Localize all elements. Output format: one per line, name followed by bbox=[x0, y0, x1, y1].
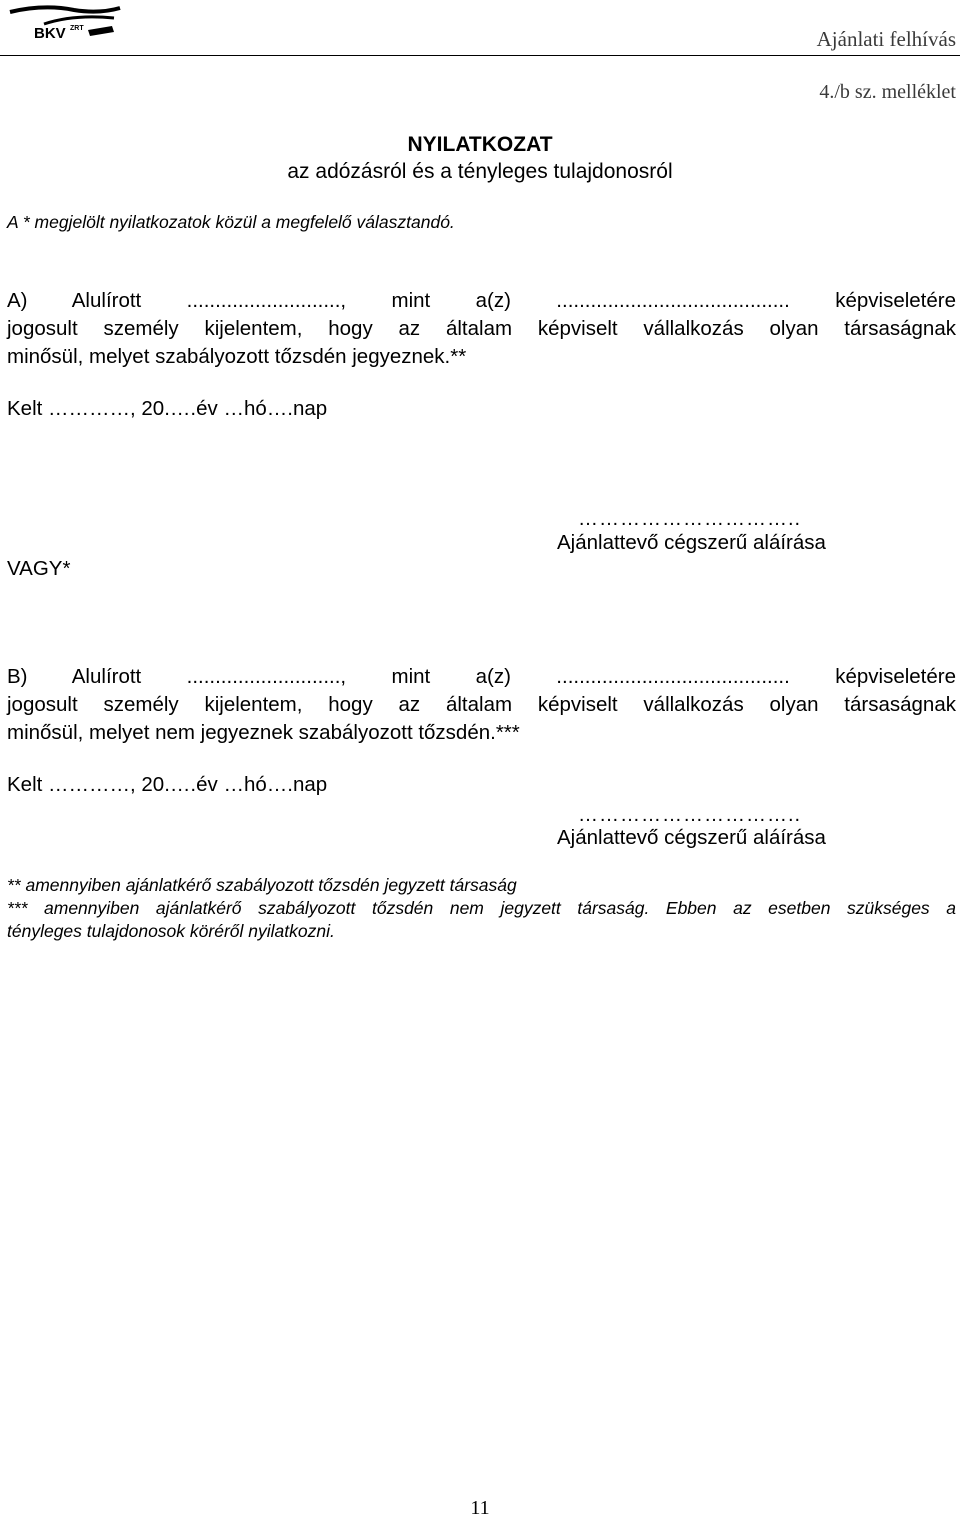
page-number: 11 bbox=[470, 1497, 490, 1519]
footnote-1: ** amennyiben ajánlatkérő szabályozott tőzsdén jegyzett társaság bbox=[7, 875, 517, 895]
date-line-b: Kelt …………, 20.….év …hó….nap bbox=[7, 773, 328, 796]
header-divider bbox=[0, 55, 960, 56]
signature-label-a: Ajánlattevő cégszerű aláírása bbox=[557, 531, 826, 554]
footnote-2-line: tényleges tulajdonosok köréről nyilatkozni. bbox=[7, 921, 335, 941]
statement-a-line: A) Alulírott ..........................., mint a(z) ......................................... képviseletére bbox=[7, 289, 956, 312]
footnotes bbox=[7, 874, 956, 943]
date-line-a: Kelt …………, 20.….év …hó….nap bbox=[7, 397, 328, 420]
statement-a-line: jogosult személy kijelentem, hogy az általam képviselt vállalkozás olyan társaságnak bbox=[7, 317, 956, 340]
statement-a bbox=[7, 287, 956, 371]
document-type: Ajánlati felhívás bbox=[816, 27, 956, 51]
footnote-2 bbox=[7, 897, 956, 943]
bkv-logo bbox=[4, 2, 122, 46]
statement-b-line: jogosult személy kijelentem, hogy az általam képviselt vállalkozás olyan társaságnak bbox=[7, 693, 956, 716]
statement-a-line: minősül, melyet szabályozott tőzsdén jegyeznek.** bbox=[7, 345, 467, 368]
or-separator: VAGY* bbox=[7, 557, 71, 580]
statement-b-line: B) Alulírott ..........................., mint a(z) ......................................... képviseletére bbox=[7, 665, 956, 688]
logo-text: BKV bbox=[34, 25, 66, 42]
selection-note: A * megjelölt nyilatkozatok közül a megfelelő választandó. bbox=[7, 212, 455, 232]
logo-superscript: ZRT bbox=[70, 25, 84, 32]
annex-label: 4./b sz. melléklet bbox=[819, 81, 956, 103]
signature-line-b: ………………………….. bbox=[578, 804, 802, 826]
footnote-2-line: *** amennyiben ajánlatkérő szabályozott tőzsdén nem jegyzett társaság. Ebben az esetben szükséges a bbox=[7, 898, 956, 918]
page-title: NYILATKOZAT bbox=[407, 133, 553, 156]
signature-line-a: ………………………….. bbox=[578, 508, 802, 530]
signature-label-b: Ajánlattevő cégszerű aláírása bbox=[557, 826, 826, 849]
page-subtitle: az adózásról és a tényleges tulajdonosról bbox=[287, 160, 673, 183]
statement-b-line: minősül, melyet nem jegyeznek szabályozott tőzsdén.*** bbox=[7, 721, 520, 744]
statement-b bbox=[7, 663, 956, 747]
